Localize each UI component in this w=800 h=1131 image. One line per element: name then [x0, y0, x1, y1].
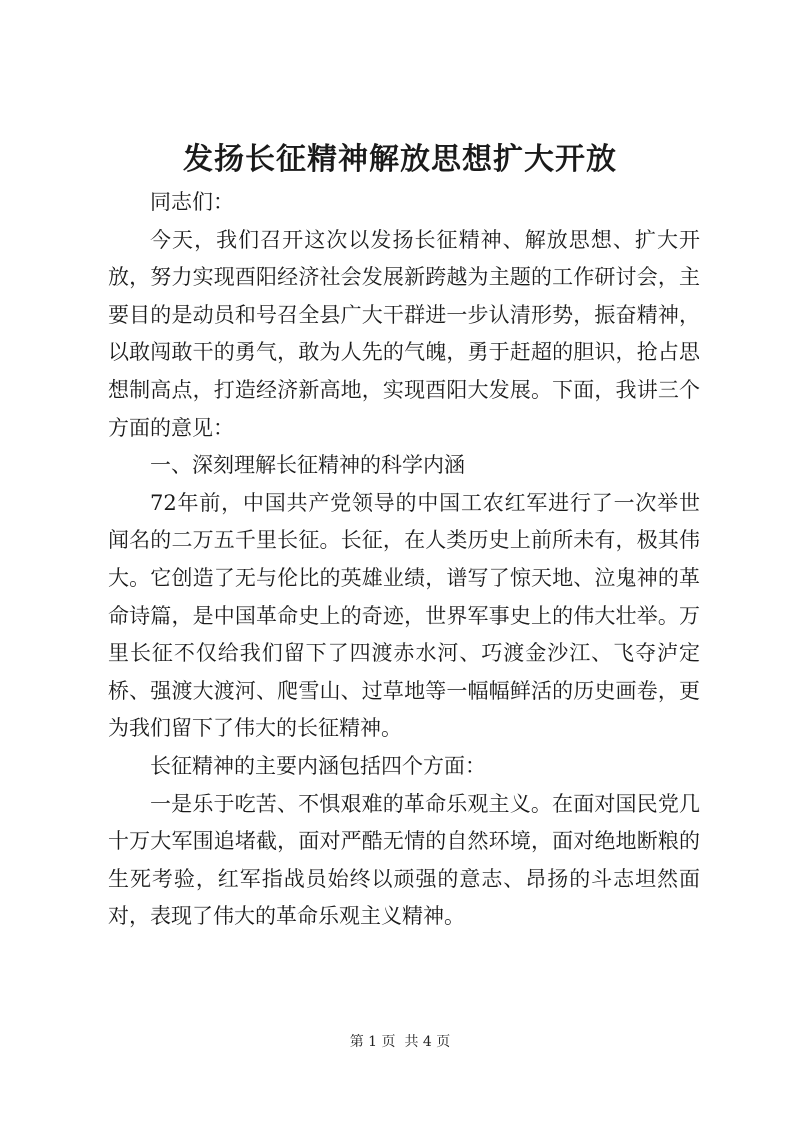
paragraph: 一是乐于吃苦、不惧艰难的革命乐观主义。在面对国民党几十万大军围追堵截，面对严酷无情的自然环境，面对绝地断粮的生死考验，红军指战员始终以顽强的意志、昂扬的斗志坦然面对，表现了伟大的革命乐观主义精神。 [108, 791, 700, 929]
salutation: 同志们： [150, 190, 234, 214]
page-footer [0, 1032, 800, 1052]
document-body [108, 184, 700, 936]
paragraph: 今天，我们召开这次以发扬长征精神、解放思想、扩大开放，努力实现酉阳经济社会发展新跨越为主题的工作研讨会，主要目的是动员和号召全县广大干群进一步认清形势，振奋精神，以敢闯敢干的勇气，敢为人先的气魄，勇于赶超的胆识，抢占思想制高点，打造经济新高地，实现酉阳大发展。下面，我讲三个方面的意见： [108, 227, 700, 440]
paragraph: 长征精神的主要内涵包括四个方面： [150, 753, 486, 778]
section-heading: 一、深刻理解长征精神的科学内涵 [150, 453, 465, 478]
page-number-label: 第 1 页 共 4 页 [349, 1034, 451, 1050]
document-title: 发扬长征精神解放思想扩大开放 [183, 142, 617, 177]
paragraph: 72年前，中国共产党领导的中国工农红军进行了一次举世闻名的二万五千里长征。长征，在人类历史上前所未有，极其伟大。它创造了无与伦比的英雄业绩，谱写了惊天地、泣鬼神的革命诗篇，是中国革命史上的奇迹，世界军事史上的伟大壮举。万里长征不仅给我们留下了四渡赤水河、巧渡金沙江、飞夺泸定桥、强渡大渡河、爬雪山、过草地等一幅幅鲜活的历史画卷，更为我们留下了伟大的长征精神。 [108, 490, 700, 741]
